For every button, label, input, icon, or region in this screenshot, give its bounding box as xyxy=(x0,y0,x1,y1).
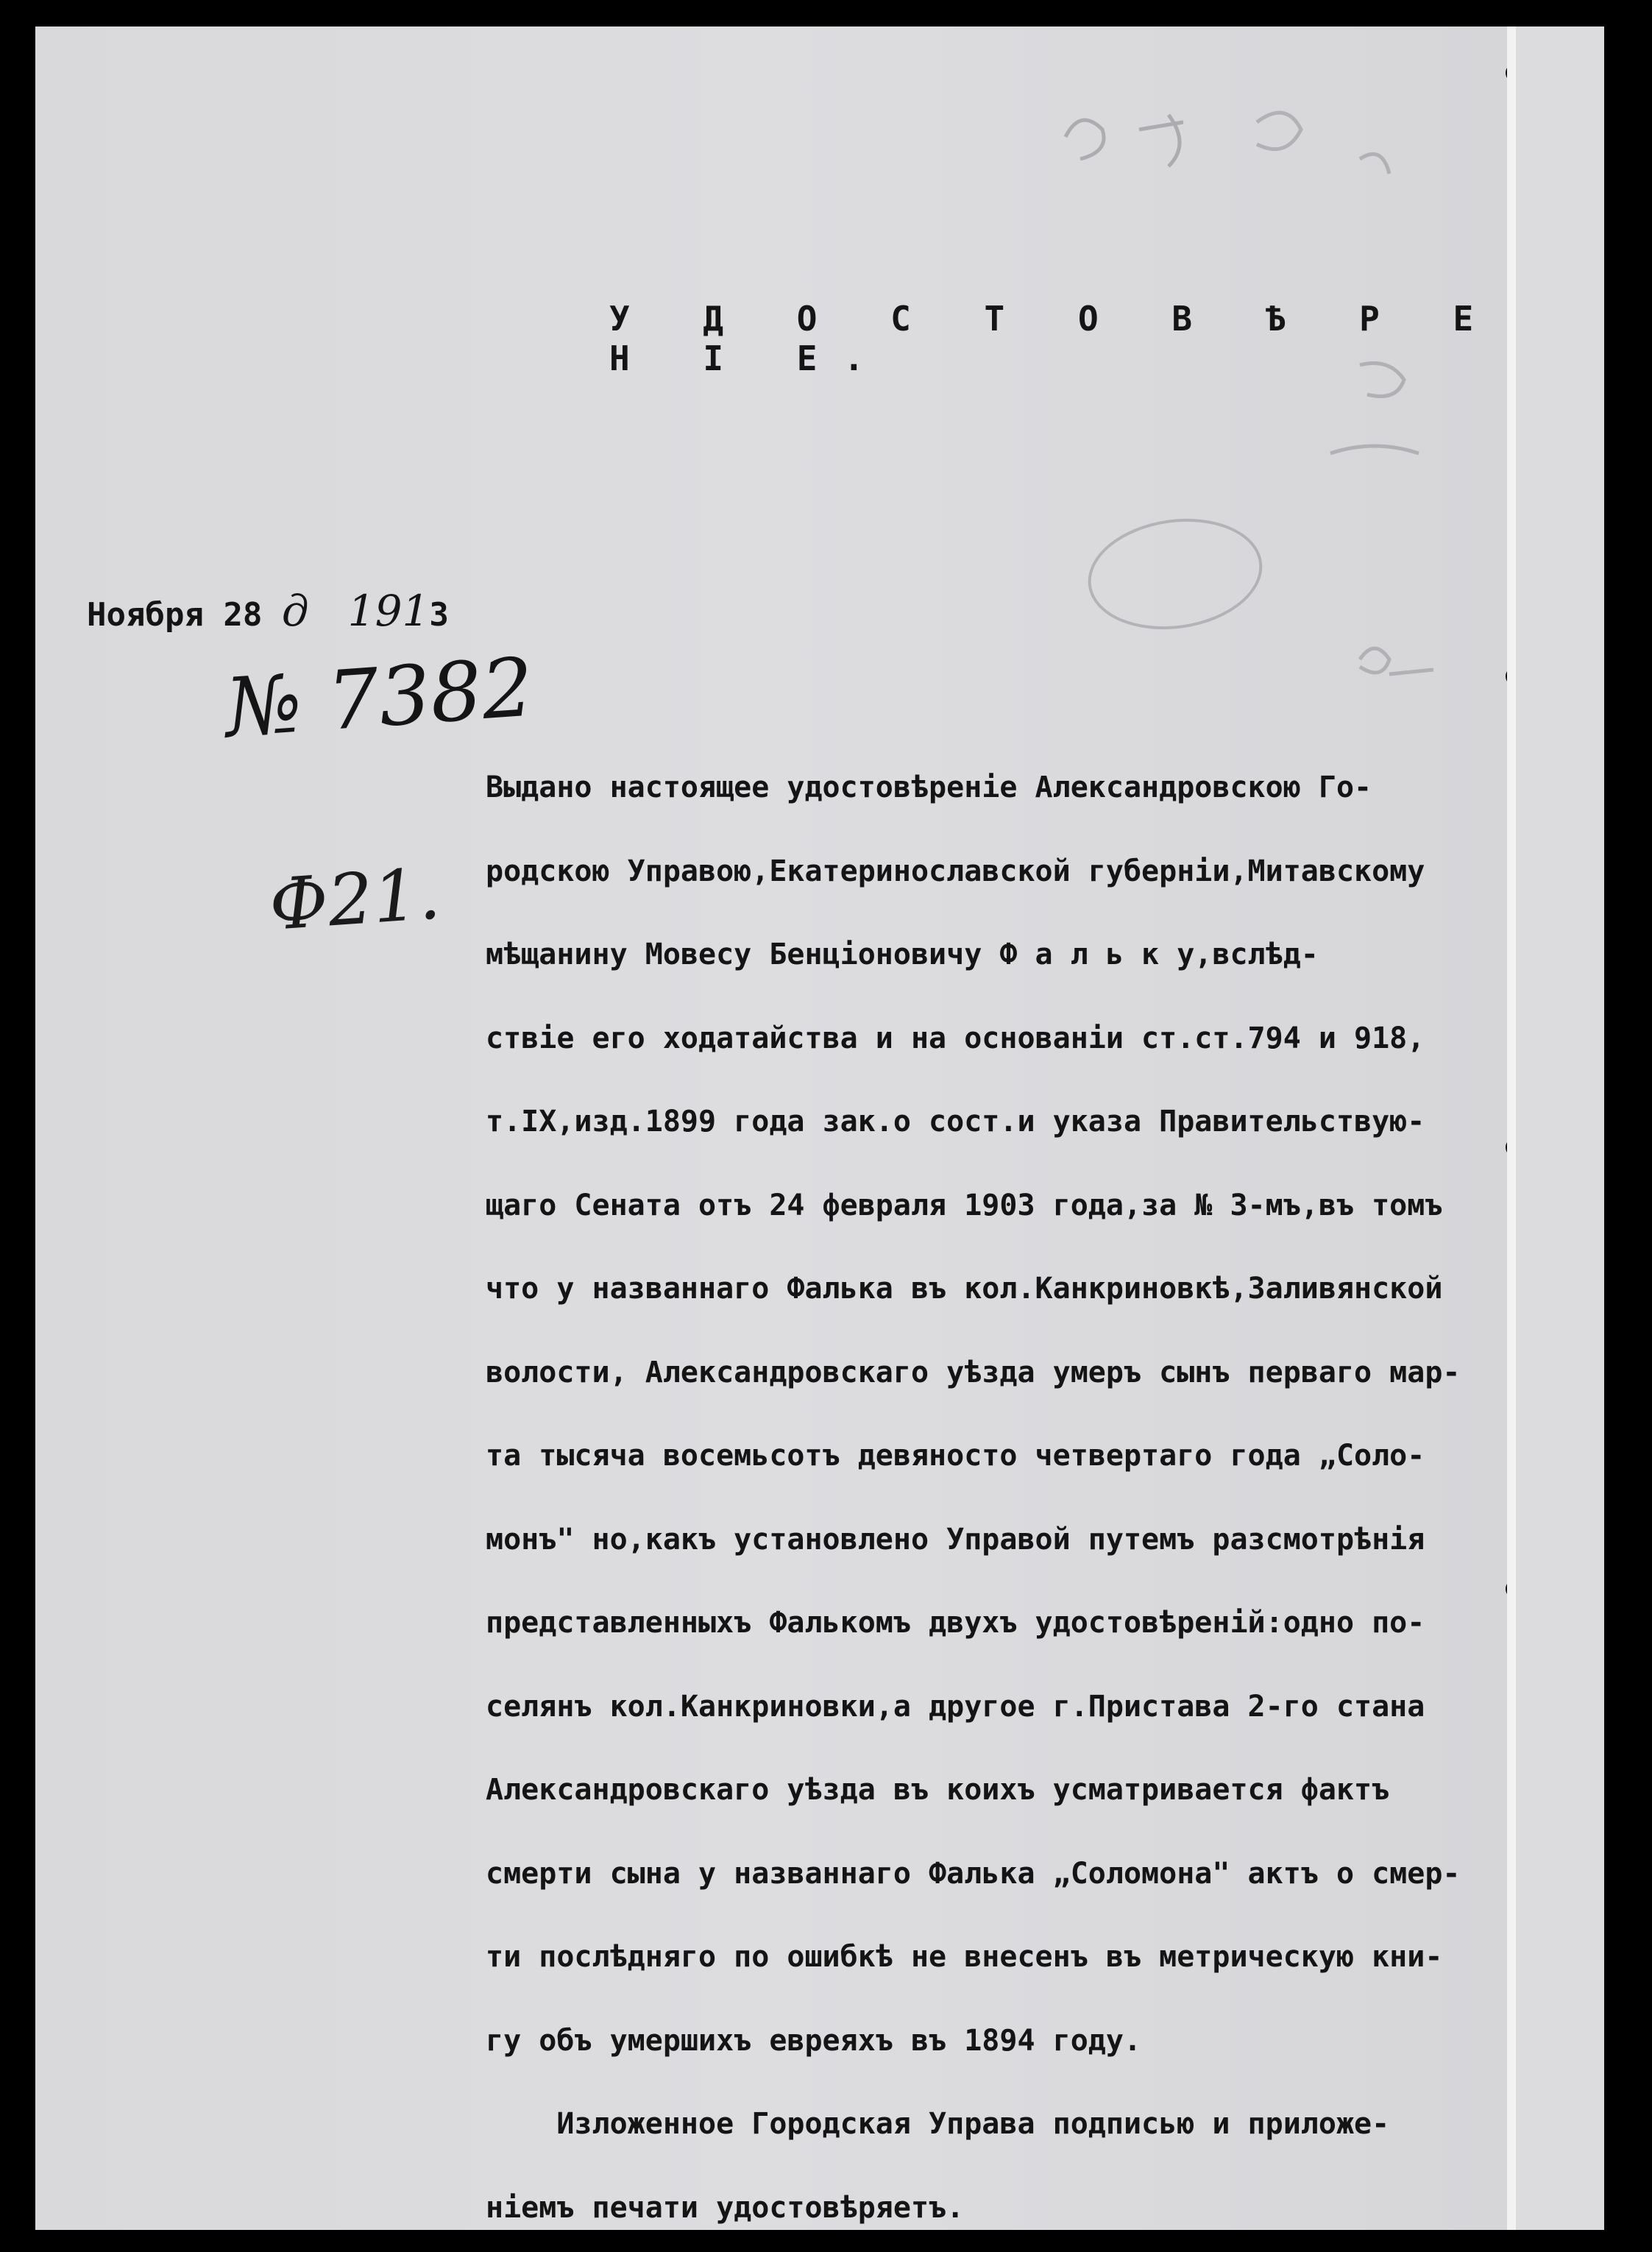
body-line: та тысяча восемьсотъ девяносто четвертаго года „Соло- xyxy=(486,1439,1425,1473)
body-line: родскою Управою,Екатеринославской губерніи,Митавскому xyxy=(486,854,1425,888)
document-page xyxy=(35,26,1507,2230)
date-typed: Ноября 28 xyxy=(87,596,263,634)
body-line: представленныхъ Фалькомъ двухъ удостовѣреній:одно по- xyxy=(486,1606,1425,1640)
date-typed-year-digit: 3 xyxy=(429,596,449,634)
body-line: т.IX,изд.1899 года зак.о сост.и указа Правительствую- xyxy=(486,1105,1425,1139)
body-line: монъ" но,какъ установлено Управой путемъ разсмотрѣнія xyxy=(486,1522,1425,1557)
page-edge xyxy=(1507,26,1516,2230)
date-line xyxy=(87,586,449,636)
body-line: Выдано настоящее удостовѣреніе Александровскою Го- xyxy=(486,771,1372,804)
body-line: ствіе его ходатайства и на основаніи ст.ст.794 и 918, xyxy=(486,1021,1425,1055)
body-line: смерти сына у названнаго Фалька „Соломона" актъ о смер- xyxy=(486,1856,1461,1891)
adjacent-page-strip xyxy=(1516,26,1604,2230)
body-line: ніемъ печати удостовѣряетъ. xyxy=(486,2190,965,2225)
faint-archive-marks xyxy=(948,71,1463,807)
case-number: Ф21. xyxy=(266,852,443,946)
document-title: У Д О С Т О В Ѣ Р Е Н І Е. xyxy=(609,299,1500,378)
body-line: селянъ кол.Канкриновки,а другое г.Пристава 2-го стана xyxy=(486,1689,1425,1724)
body-line: что у названнаго Фалька въ кол.Канкриновкѣ,Заливянской xyxy=(486,1272,1443,1306)
date-hand-day-suffix: д xyxy=(281,586,309,636)
date-hand-year: 191 xyxy=(347,586,430,636)
registration-number: № 7382 xyxy=(222,640,536,756)
body-line: мѣщанину Мовесу Бенціоновичу Ф а л ь к у,вслѣд- xyxy=(486,938,1319,971)
body-line: Изложенное Городская Управа подписью и приложе- xyxy=(486,2107,1390,2141)
certificate-body xyxy=(486,746,1461,2230)
body-line: гу объ умершихъ евреяхъ въ 1894 году. xyxy=(486,2023,1142,2058)
body-line: ти послѣдняго по ошибкѣ не внесенъ въ метрическую кни- xyxy=(486,1940,1443,1974)
body-line: волости, Александровскаго уѣзда умеръ сынъ перваго мар- xyxy=(486,1355,1461,1389)
body-line: Александровскаго уѣзда въ коихъ усматривается фактъ xyxy=(486,1773,1390,1807)
body-line: щаго Сената отъ 24 февраля 1903 года,за № 3-мъ,въ томъ xyxy=(486,1188,1443,1222)
